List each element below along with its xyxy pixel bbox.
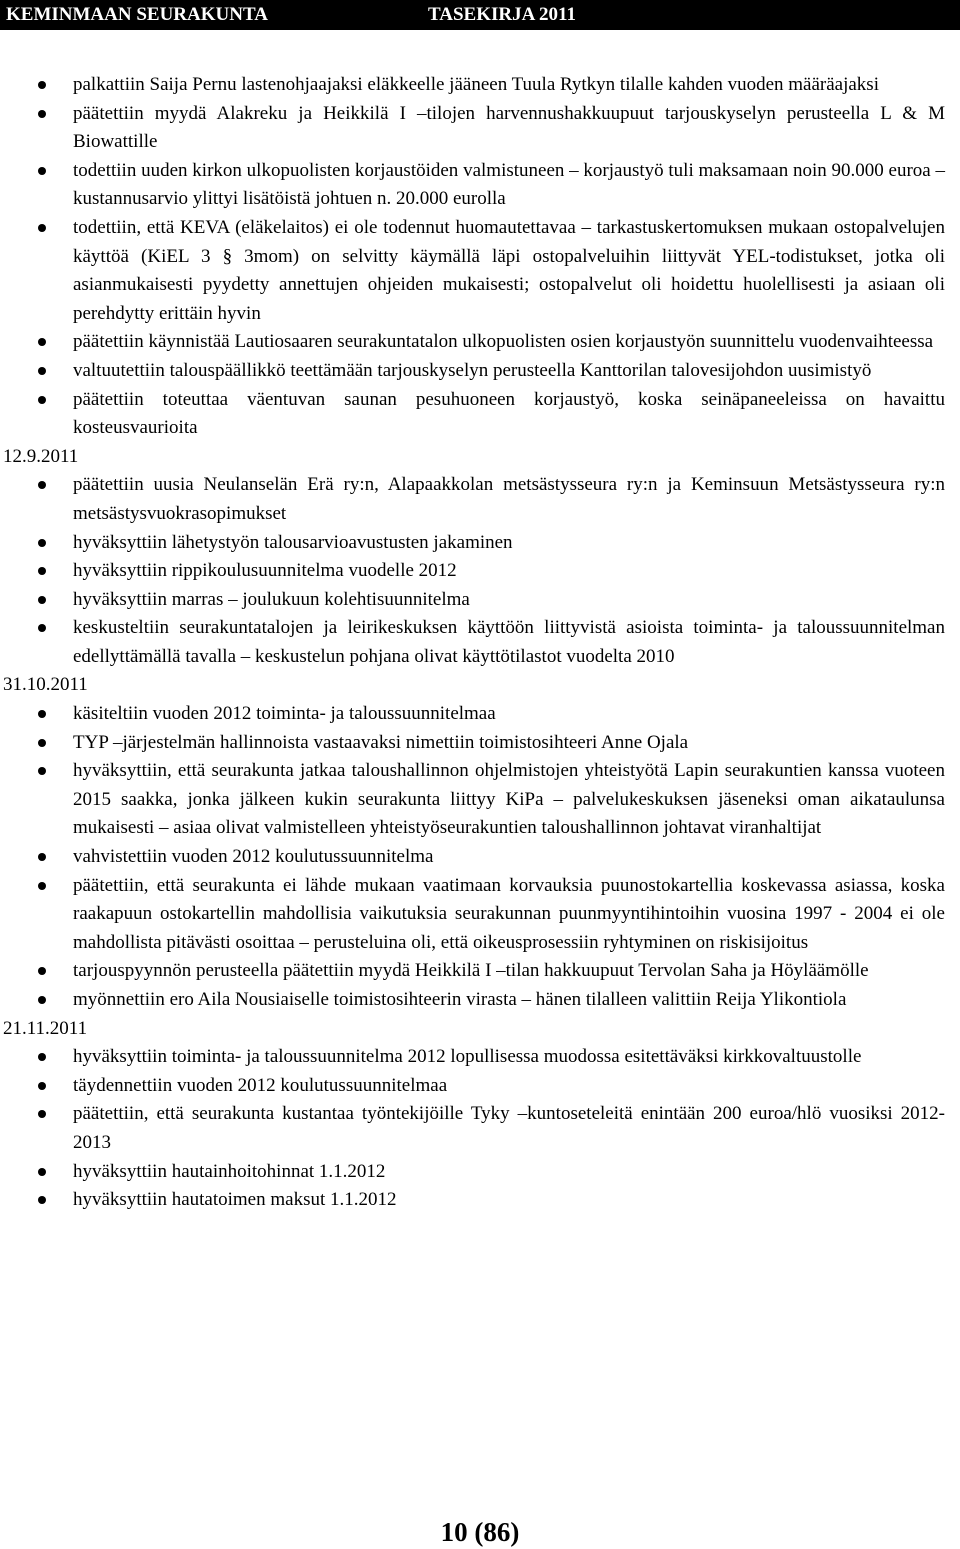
list-item: myönnettiin ero Aila Nousiaiselle toimistosihteerin virasta – hänen tilalleen valittiin Reija Ylikontiola: [0, 986, 945, 1015]
list-item: todettiin uuden kirkon ulkopuolisten korjaustöiden valmistuneen – korjaustyö tuli maksamaan noin 90.000 euroa – kustannusarvio ylittyi lisätöistä johtuen n. 20.000 eurolla: [0, 157, 945, 214]
list-item: hyväksyttiin rippikoulusuunnitelma vuodelle 2012: [0, 557, 945, 586]
list-item: päätettiin toteuttaa väentuvan saunan pesuhuoneen korjaustyö, koska seinäpaneeleissa on havaittu kosteusvaurioita: [0, 386, 945, 443]
meeting-decisions-list: [0, 471, 945, 671]
list-item: täydennettiin vuoden 2012 koulutussuunnitelmaa: [0, 1072, 945, 1101]
list-item: hyväksyttiin lähetystyön talousarvioavustusten jakaminen: [0, 529, 945, 558]
meeting-date: 12.9.2011: [3, 445, 79, 467]
header-document-title: TASEKIRJA 2011: [428, 4, 576, 25]
list-item: palkattiin Saija Pernu lastenohjaajaksi eläkkeelle jääneen Tuula Rytkyn tilalle kahden vuoden määräajaksi: [0, 71, 945, 100]
list-item: valtuutettiin talouspäällikkö teettämään tarjouskyselyn perusteella Kanttorilan talovesijohdon uusimistyö: [0, 357, 945, 386]
list-item: hyväksyttiin marras – joulukuun kolehtisuunnitelma: [0, 586, 945, 615]
intro-list: [0, 71, 945, 443]
list-item: hyväksyttiin, että seurakunta jatkaa taloushallinnon ohjelmistojen yhteistyötä Lapin seurakuntien kanssa vuoteen 2015 saakka, jonka jälkeen kukin seurakunta liittyy KiPa – palvelukeskuksen jäseneksi oman aikataulunsa mukaisesti – asiaa olivat valmistelleen yhteistyöseurakuntien taloushallinnon johtavat viranhaltijat: [0, 757, 945, 843]
meeting-date: 31.10.2011: [3, 674, 88, 696]
page-number: 10 (86): [440, 1517, 520, 1547]
header-organization: KEMINMAAN SEURAKUNTA: [6, 4, 268, 25]
list-item: päätettiin, että seurakunta ei lähde mukaan vaatimaan korvauksia puunostokartellia koskevassa asiassa, koska raakapuun ostokartellin mahdollisia vaikutuksia seurakunnan puunmyyntihintoihin vuosina 1997 - 2004 ei ole mahdollista pitävästi osoittaa – perusteluina oli, että oikeusprosessiin ryhtyminen on riskisijoitus: [0, 872, 945, 958]
meeting-date: 21.11.2011: [3, 1017, 88, 1039]
document-body: [0, 71, 945, 1215]
page-header: [0, 0, 960, 30]
list-item: vahvistettiin vuoden 2012 koulutussuunnitelma: [0, 843, 945, 872]
list-item: päätettiin, että seurakunta kustantaa työntekijöille Tyky –kuntoseteleitä enintään 200 euroa/hlö vuosiksi 2012-2013: [0, 1100, 945, 1157]
list-item: keskusteltiin seurakuntatalojen ja leirikeskuksen käyttöön liittyvistä asioista toiminta- ja taloussuunnitelman edellyttämällä tavalla – keskustelun pohjana olivat käyttötilastot vuodelta 2010: [0, 614, 945, 671]
list-item: hyväksyttiin hautatoimen maksut 1.1.2012: [0, 1186, 945, 1215]
meeting-decisions-list: [0, 700, 945, 1015]
list-item: todettiin, että KEVA (eläkelaitos) ei ole todennut huomautettavaa – tarkastuskertomuksen mukaan ostopalvelujen käyttöä (KiEL 3 § 3mom) on selvitty käymällä läpi ostopalveluihin liittyvät YEL-todistukset, jotka oli asianmukaisesti pyydetty annettujen ohjeiden mukaisesti; ostopalvelut oli hoidettu huolellisesti ja asiaan oli perehdytty erittäin hyvin: [0, 214, 945, 328]
list-item: hyväksyttiin toiminta- ja taloussuunnitelma 2012 lopullisessa muodossa esitettäväksi kirkkovaltuustolle: [0, 1043, 945, 1072]
list-item: hyväksyttiin hautainhoitohinnat 1.1.2012: [0, 1158, 945, 1187]
list-item: päätettiin uusia Neulanselän Erä ry:n, Alapaakkolan metsästysseura ry:n ja Keminsuun Metsästysseura ry:n metsästysvuokrasopimukset: [0, 471, 945, 528]
meeting-decisions-list: [0, 1043, 945, 1215]
list-item: TYP –järjestelmän hallinnoista vastaavaksi nimettiin toimistosihteeri Anne Ojala: [0, 729, 945, 758]
list-item: käsiteltiin vuoden 2012 toiminta- ja taloussuunnitelmaa: [0, 700, 945, 729]
list-item: tarjouspyynnön perusteella päätettiin myydä Heikkilä I –tilan hakkuupuut Tervolan Saha ja Höyläämölle: [0, 957, 945, 986]
list-item: päätettiin käynnistää Lautiosaaren seurakuntatalon ulkopuolisten osien korjaustyön suunnittelu vuodenvaihteessa: [0, 328, 945, 357]
list-item: päätettiin myydä Alakreku ja Heikkilä I –tilojen harvennushakkuupuut tarjouskyselyn perusteella L & M Biowattille: [0, 100, 945, 157]
